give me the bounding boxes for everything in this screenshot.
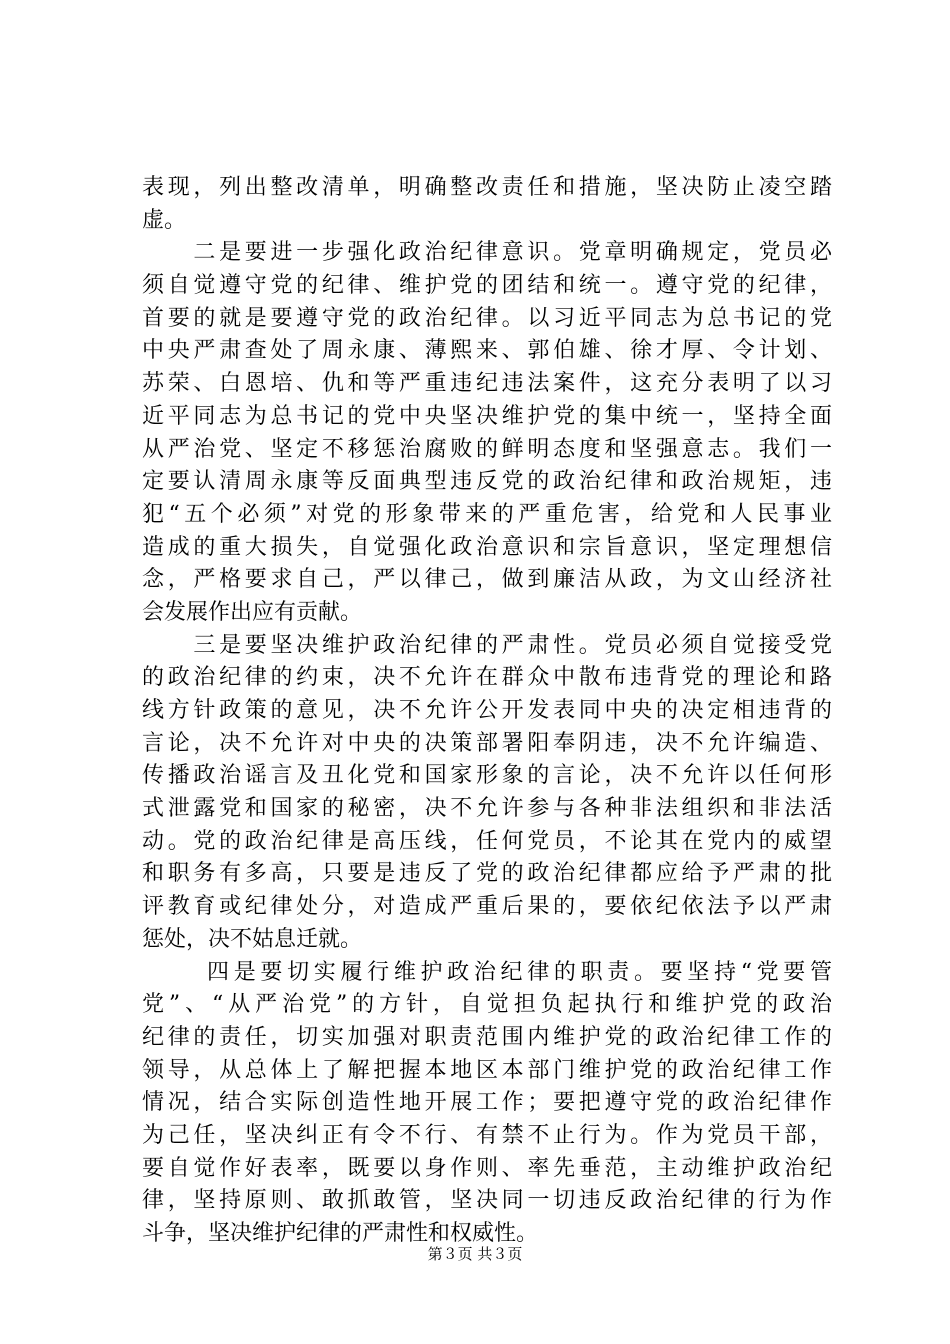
page-footer: 第３页 共３页 xyxy=(427,1245,523,1263)
text-line: 惩处，决不姑息迁就。 xyxy=(142,926,363,952)
text-line: 表现，列出整改清单，明确整改责任和措施，坚决防止凌空踏 xyxy=(142,175,832,200)
text-line: 式泄露党和国家的秘密，决不允许参与各种非法组织和非法活 xyxy=(142,796,832,822)
text-line: 中央严肃查处了周永康、薄熙来、郭伯雄、徐才厚、令计划、 xyxy=(142,338,832,364)
text-line: 言论，决不允许对中央的决策部署阳奉阴违，决不允许编造、 xyxy=(142,730,832,756)
text-line: 从严治党、坚定不移惩治腐败的鲜明态度和坚强意志。我们一 xyxy=(142,436,832,462)
text-line: 四是要切实履行维护政治纪律的职责。要坚持“党要管 xyxy=(142,959,832,985)
text-line: 会发展作出应有贡献。 xyxy=(142,599,363,625)
text-line: 苏荣、白恩培、仇和等严重违纪违法案件，这充分表明了以习 xyxy=(142,371,832,397)
text-line: 犯“五个必须”对党的形象带来的严重危害，给党和人民事业 xyxy=(142,501,832,527)
text-line: 情况，结合实际创造性地开展工作；要把遵守党的政治纪律作 xyxy=(142,1090,832,1116)
text-line: 的政治纪律的约束，决不允许在群众中散布违背党的理论和路 xyxy=(142,665,832,691)
text-line: 斗争，坚决维护纪律的严肃性和权威性。 xyxy=(142,1221,539,1246)
text-line: 动。党的政治纪律是高压线，任何党员，不论其在党内的威望 xyxy=(142,828,832,854)
text-line: 首要的就是要遵守党的政治纪律。以习近平同志为总书记的党 xyxy=(142,305,832,331)
text-line: 近平同志为总书记的党中央坚决维护党的集中统一，坚持全面 xyxy=(142,403,832,429)
text-line: 念，严格要求自己，严以律己，做到廉洁从政，为文山经济社 xyxy=(142,567,832,593)
text-line: 纪律的责任，切实加强对职责范围内维护党的政治纪律工作的 xyxy=(142,1024,832,1050)
text-line: 为己任，坚决纠正有令不行、有禁不止行为。作为党员干部， xyxy=(142,1122,832,1148)
text-line: 领导，从总体上了解把握本地区本部门维护党的政治纪律工作 xyxy=(142,1057,832,1083)
text-line: 三是要坚决维护政治纪律的严肃性。党员必须自觉接受党 xyxy=(142,632,832,658)
text-line: 传播政治谣言及丑化党和国家形象的言论，决不允许以任何形 xyxy=(142,763,832,789)
body-text xyxy=(142,172,832,1251)
text-line: 须自觉遵守党的纪律、维护党的团结和统一。遵守党的纪律， xyxy=(142,273,832,299)
text-line: 评教育或纪律处分，对造成严重后果的，要依纪依法予以严肃 xyxy=(142,894,832,920)
text-line: 二是要进一步强化政治纪律意识。党章明确规定，党员必 xyxy=(142,240,832,266)
text-line: 造成的重大损失，自觉强化政治意识和宗旨意识，坚定理想信 xyxy=(142,534,832,560)
text-line: 线方针政策的意见，决不允许公开发表同中央的决定相违背的 xyxy=(142,698,832,723)
text-line: 党”、“从严治党”的方针，自觉担负起执行和维护党的政治 xyxy=(142,992,832,1018)
text-line: 虚。 xyxy=(142,207,187,233)
text-line: 定要认清周永康等反面典型违反党的政治纪律和政治规矩，违 xyxy=(142,469,832,495)
text-line: 律，坚持原则、敢抓敢管，坚决同一切违反政治纪律的行为作 xyxy=(142,1188,832,1214)
text-line: 要自觉作好表率，既要以身作则、率先垂范，主动维护政治纪 xyxy=(142,1155,832,1181)
text-line: 和职务有多高，只要是违反了党的政治纪律都应给予严肃的批 xyxy=(142,861,832,887)
